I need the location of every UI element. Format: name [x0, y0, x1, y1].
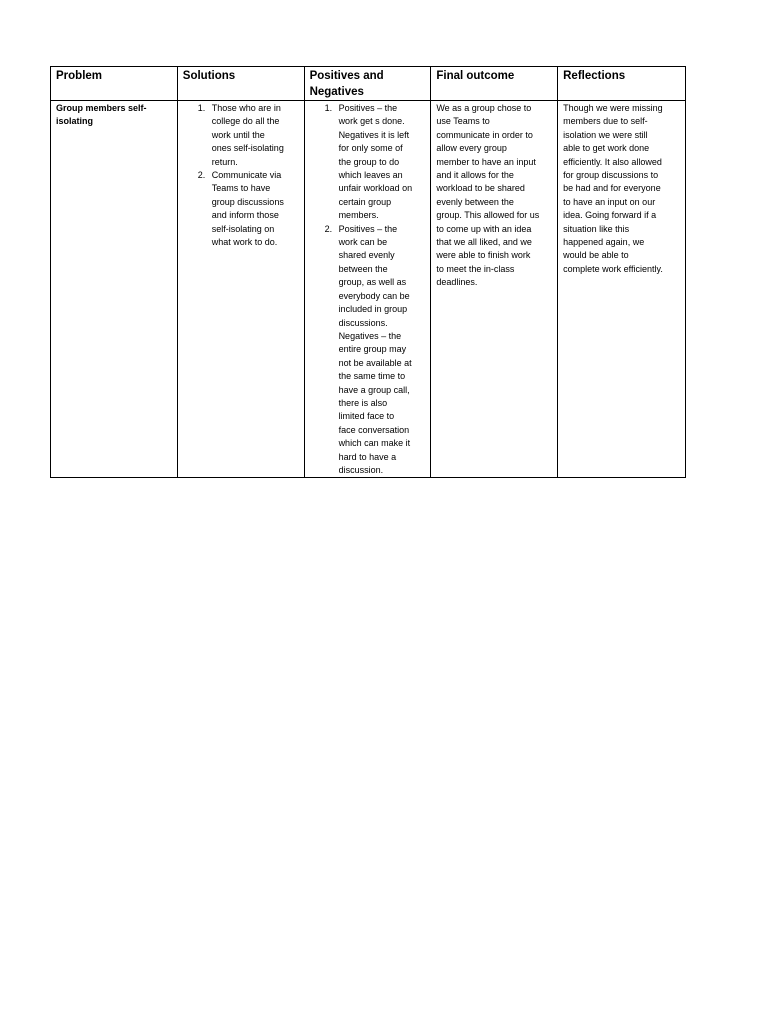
list-number: 1.: [197, 103, 206, 113]
list-item-text: Positives – the work can be shared evenly between the group, as well as everybody can be included in group discussions. Negatives – the entire group may not be available at the same time to have a group call, there is also limited face to face conversation which can make it hard to have a discussion.: [338, 223, 412, 475]
list-item-text: Communicate via Teams to have group discussions and inform those self-isolating on what work to do.: [211, 170, 284, 248]
cell-positives-negatives: [304, 101, 431, 478]
header-solutions-label: Solutions: [182, 70, 236, 82]
cell-solutions: [177, 101, 304, 478]
list-number: 2.: [197, 170, 206, 181]
header-positives-negatives: [304, 67, 431, 101]
solutions-list-item: [183, 169, 299, 249]
cell-reflections: [558, 101, 686, 478]
cell-problem: [51, 101, 178, 478]
solutions-list: [183, 102, 299, 249]
cell-final-outcome: [431, 101, 558, 478]
list-item-text: Those who are in college do all the work until the ones self-isolating return.: [211, 103, 284, 167]
list-number: 1.: [324, 103, 333, 113]
header-problem: [51, 67, 178, 101]
header-solutions: [177, 67, 304, 101]
problem-text: Group members self- isolating: [56, 103, 147, 127]
header-final-outcome-label: Final outcome: [436, 70, 515, 82]
positives-negatives-list-item: [310, 102, 426, 223]
reflections-text: Though we were missing members due to self- isolation we were still able to get work done efficiently. It also allowed for group discussions to be had and for everyone to have an input on our idea. Going forward if a situation like this happened again, we would be able to complete work efficiently.: [563, 103, 663, 274]
header-problem-label: Problem: [56, 70, 103, 82]
table-header-row: [51, 67, 686, 101]
header-reflections: [558, 67, 686, 101]
list-number: 2.: [324, 223, 333, 234]
positives-negatives-list-item: [310, 223, 426, 478]
positives-negatives-list: [310, 102, 426, 477]
table-row: [51, 101, 686, 478]
header-reflections-label: Reflections: [563, 70, 626, 82]
header-positives-negatives-label: Positives and Negatives: [309, 70, 384, 98]
solutions-list-item: [183, 102, 299, 169]
header-final-outcome: [431, 67, 558, 101]
final-outcome-text: We as a group chose to use Teams to communicate in order to allow every group member to have an input and it allows for the workload to be shared evenly between the group. This allowed for us to come up with an idea that we all liked, and we were able to finish work to meet the in-class deadlines.: [436, 103, 540, 288]
reflection-table: [50, 66, 686, 478]
list-item-text: Positives – the work get s done. Negatives it is left for only some of the group to do which leaves an unfair workload on certain group members.: [338, 103, 413, 221]
